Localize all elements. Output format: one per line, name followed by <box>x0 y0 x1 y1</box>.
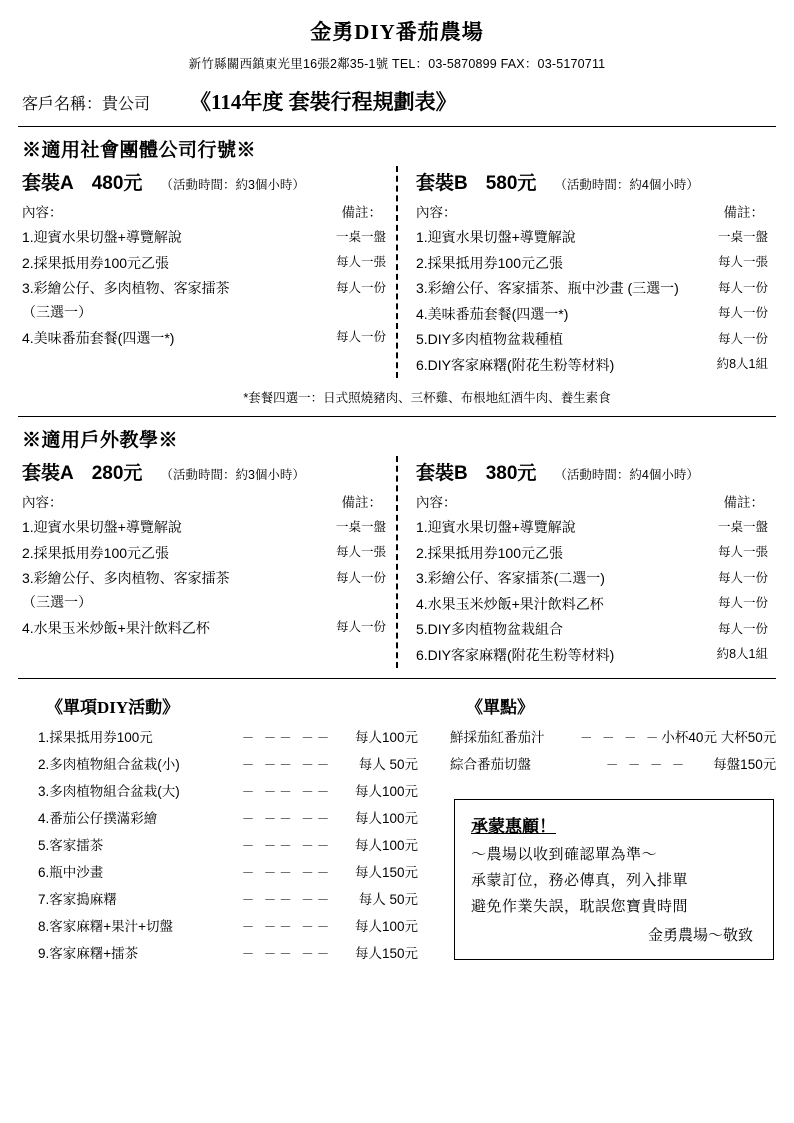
content-header: 內容： <box>415 205 457 220</box>
item-text: 2.採果抵用券100元乙張 <box>22 254 170 271</box>
list-item <box>28 942 418 962</box>
item-text: 1.迎賓水果切盤+導覽解說 <box>22 229 182 245</box>
item-price: 每人100元 <box>354 919 418 934</box>
item-name: 8.客家麻糬+果汁+切盤 <box>38 919 174 934</box>
list-item <box>22 519 388 537</box>
list-item <box>416 570 770 588</box>
notice-line: 承蒙訂位，務必傳真，列入排單 <box>471 873 689 889</box>
diy-activities-block <box>18 687 418 962</box>
item-price: 每人100元 <box>354 784 418 799</box>
list-item <box>416 331 770 349</box>
notice-line: 避免作業失誤，耽誤您寶貴時間 <box>471 899 689 915</box>
dot-leader: － －－ －－ <box>241 947 333 961</box>
list-item <box>28 834 418 854</box>
farm-address: 新竹縣關西鎮東光里16張2鄰35-1號 TEL：03-5870899 FAX：03-5170711 <box>188 57 606 71</box>
package-b2-name: 套裝B <box>415 463 468 484</box>
note-header: 備註： <box>723 495 764 510</box>
package-b-name: 套裝B <box>415 173 468 194</box>
item-note: 一桌一盤 <box>335 229 386 244</box>
item-name: 1.採果抵用券100元 <box>38 730 153 745</box>
item-text: 6.DIY客家麻糬(附花生粉等材料) <box>415 356 615 373</box>
diy-activities-title: 《單項DIY活動》 <box>46 698 180 717</box>
item-name: 鮮採茄紅番茄汁 <box>450 730 545 745</box>
divider-dashed-section2 <box>396 456 398 668</box>
list-item <box>416 229 770 247</box>
dot-leader: － －－ －－ <box>241 839 333 853</box>
package-a2-heading <box>22 458 388 485</box>
item-note: 每人一份 <box>335 570 386 585</box>
note-header: 備註： <box>341 495 382 510</box>
package-a2-column-headers <box>22 491 388 511</box>
item-price: 每盤150元 <box>713 757 777 772</box>
item-name: 9.客家麻糬+擂茶 <box>38 946 139 961</box>
item-text: 6.DIY客家麻糬(附花生粉等材料) <box>415 646 615 663</box>
list-item <box>416 545 770 563</box>
item-price: 每人100元 <box>354 811 418 826</box>
single-items-title: 《單點》 <box>466 698 534 717</box>
divider-dashed-section1 <box>396 166 398 378</box>
package-a-price: 480元 <box>91 173 143 194</box>
item-note: 每人一份 <box>717 570 768 585</box>
list-item <box>416 280 770 298</box>
note-header: 備註： <box>341 205 382 220</box>
item-note: 每人一張 <box>335 545 386 560</box>
item-name: 4.番茄公仔撲滿彩繪 <box>38 811 158 826</box>
package-b2-price: 380元 <box>485 463 537 484</box>
list-item <box>22 229 388 247</box>
list-item <box>416 519 770 537</box>
item-note: 一桌一盤 <box>717 519 768 534</box>
item-subline: （三選一） <box>22 303 92 320</box>
item-note: 每人一張 <box>717 255 768 270</box>
item-name: 2.多肉植物組合盆栽(小) <box>38 757 180 772</box>
package-a-duration: （活動時間：約3個小時） <box>160 178 305 192</box>
package-b-section2 <box>400 456 776 668</box>
item-text: 4.美味番茄套餐(四選一*) <box>415 305 569 322</box>
package-a-section1 <box>18 166 394 378</box>
list-item <box>22 255 388 273</box>
list-item <box>440 726 776 746</box>
item-text: 4.美味番茄套餐(四選一*) <box>22 329 175 346</box>
package-a-column-headers <box>22 201 388 221</box>
customer-name-label: 客戶名稱：貴公司 <box>22 96 151 113</box>
dot-leader: － － － － <box>605 758 688 772</box>
item-text: 3.彩繪公仔、客家擂茶、瓶中沙畫 (三選一) <box>415 280 679 296</box>
package-b-section1 <box>400 166 776 378</box>
item-note: 每人一份 <box>717 331 768 346</box>
package-b2-duration: （活動時間：約4個小時） <box>554 468 699 482</box>
dot-leader: － －－ －－ <box>241 920 333 934</box>
item-note: 約8人1組 <box>716 357 768 372</box>
divider-top <box>18 126 776 127</box>
package-b-column-headers <box>416 201 770 221</box>
notice-title: 承蒙惠顧！ <box>471 817 556 836</box>
list-item <box>28 753 418 773</box>
package-a-section2 <box>18 456 394 668</box>
list-item <box>28 915 418 935</box>
item-note: 每人一份 <box>717 621 768 636</box>
package-row-section1 <box>18 166 776 378</box>
item-price: 每人 50元 <box>358 757 418 772</box>
item-name: 5.客家擂茶 <box>38 838 104 853</box>
dot-leader: － －－ －－ <box>241 758 333 772</box>
item-text: 3.彩繪公仔、客家擂茶(二選一) <box>415 570 605 586</box>
section-label-group-company: ※適用社會團體公司行號※ <box>22 140 257 161</box>
item-price: 每人150元 <box>354 865 418 880</box>
list-item <box>28 861 418 881</box>
item-text: 2.採果抵用券100元乙張 <box>22 544 170 561</box>
package-b-heading <box>416 168 770 195</box>
item-price: 每人150元 <box>354 946 418 961</box>
note-header: 備註： <box>723 205 764 220</box>
item-text: 4.水果玉米炒飯+果汁飲料乙杯 <box>415 595 604 612</box>
item-text: 1.迎賓水果切盤+導覽解說 <box>415 229 576 245</box>
item-note: 約8人1組 <box>716 647 768 662</box>
dot-leader: － － － － <box>580 731 662 745</box>
list-item <box>28 780 418 800</box>
list-item <box>22 330 388 348</box>
package-a2-duration: （活動時間：約3個小時） <box>160 468 305 482</box>
package-b-duration: （活動時間：約4個小時） <box>554 178 699 192</box>
bottom-section <box>18 687 776 962</box>
list-item <box>416 357 770 375</box>
item-name: 綜合番茄切盤 <box>450 757 531 772</box>
notice-signature: 金勇農場～敬致 <box>647 928 753 944</box>
item-text: 5.DIY多肉植物盆栽種植 <box>415 331 563 347</box>
list-item <box>416 647 770 665</box>
list-item <box>28 726 418 746</box>
item-name: 3.多肉植物組合盆栽(大) <box>38 784 180 799</box>
divider-middle <box>18 416 776 417</box>
item-name: 6.瓶中沙畫 <box>38 865 104 880</box>
item-price: 每人100元 <box>354 730 418 745</box>
list-item <box>28 888 418 908</box>
item-text: 5.DIY多肉植物盆栽組合 <box>415 621 563 637</box>
notice-line: ～農場以收到確認單為準～ <box>471 847 658 863</box>
list-item <box>22 280 388 298</box>
package-row-section2 <box>18 456 776 668</box>
dot-leader: － －－ －－ <box>241 812 333 826</box>
list-item <box>416 621 770 639</box>
item-note: 每人一份 <box>717 280 768 295</box>
item-price: 小杯40元 大杯50元 <box>661 730 777 745</box>
item-price: 每人 50元 <box>358 892 418 907</box>
package-a2-price: 280元 <box>91 463 143 484</box>
section-label-outdoor-education: ※適用戶外教學※ <box>22 430 179 451</box>
list-item <box>22 545 388 563</box>
divider-bottom <box>18 678 776 679</box>
item-subline: （三選一） <box>22 593 92 610</box>
item-note: 每人一份 <box>335 620 386 635</box>
list-item <box>416 306 770 324</box>
item-price: 每人100元 <box>354 838 418 853</box>
item-note: 一桌一盤 <box>717 229 768 244</box>
item-text: 1.迎賓水果切盤+導覽解說 <box>415 519 576 535</box>
content-header: 內容： <box>22 205 63 220</box>
single-items-block <box>418 687 776 962</box>
document-header <box>18 86 776 116</box>
list-item <box>440 753 776 773</box>
item-note: 每人一張 <box>335 255 386 270</box>
item-note: 一桌一盤 <box>335 519 386 534</box>
item-text: 2.採果抵用券100元乙張 <box>415 254 563 271</box>
item-text: 1.迎賓水果切盤+導覽解說 <box>22 519 182 535</box>
package-a-name: 套裝A <box>22 173 74 194</box>
item-note: 每人一張 <box>717 545 768 560</box>
farm-title: 金勇DIY番茄農場 <box>310 20 484 44</box>
dot-leader: － －－ －－ <box>241 893 333 907</box>
list-item <box>416 596 770 614</box>
notice-box <box>454 799 774 960</box>
list-item <box>22 570 388 588</box>
item-text: 3.彩繪公仔、多肉植物、客家擂茶 <box>22 280 230 296</box>
list-item <box>28 807 418 827</box>
item-text: 3.彩繪公仔、多肉植物、客家擂茶 <box>22 570 230 586</box>
item-text: 2.採果抵用券100元乙張 <box>415 544 563 561</box>
package-a2-name: 套裝A <box>22 463 74 484</box>
section1-footnote: *套餐四選一：日式照燒豬肉、三杯雞、布根地紅酒牛肉、養生素食 <box>243 391 611 405</box>
content-header: 內容： <box>22 495 63 510</box>
item-note: 每人一份 <box>335 280 386 295</box>
content-header: 內容： <box>415 495 457 510</box>
item-text: 4.水果玉米炒飯+果汁飲料乙杯 <box>22 619 210 636</box>
item-note: 每人一份 <box>717 596 768 611</box>
package-b2-heading <box>416 458 770 485</box>
package-b2-column-headers <box>416 491 770 511</box>
package-a-heading <box>22 168 388 195</box>
item-note: 每人一份 <box>717 306 768 321</box>
dot-leader: － －－ －－ <box>241 731 333 745</box>
page-title: 《114年度 套裝行程規劃表》 <box>190 90 457 114</box>
package-b-price: 580元 <box>485 173 537 194</box>
item-name: 7.客家搗麻糬 <box>38 892 117 907</box>
list-item <box>416 255 770 273</box>
item-note: 每人一份 <box>335 330 386 345</box>
list-item <box>22 620 388 638</box>
dot-leader: － －－ －－ <box>241 785 333 799</box>
dot-leader: － －－ －－ <box>241 866 333 880</box>
